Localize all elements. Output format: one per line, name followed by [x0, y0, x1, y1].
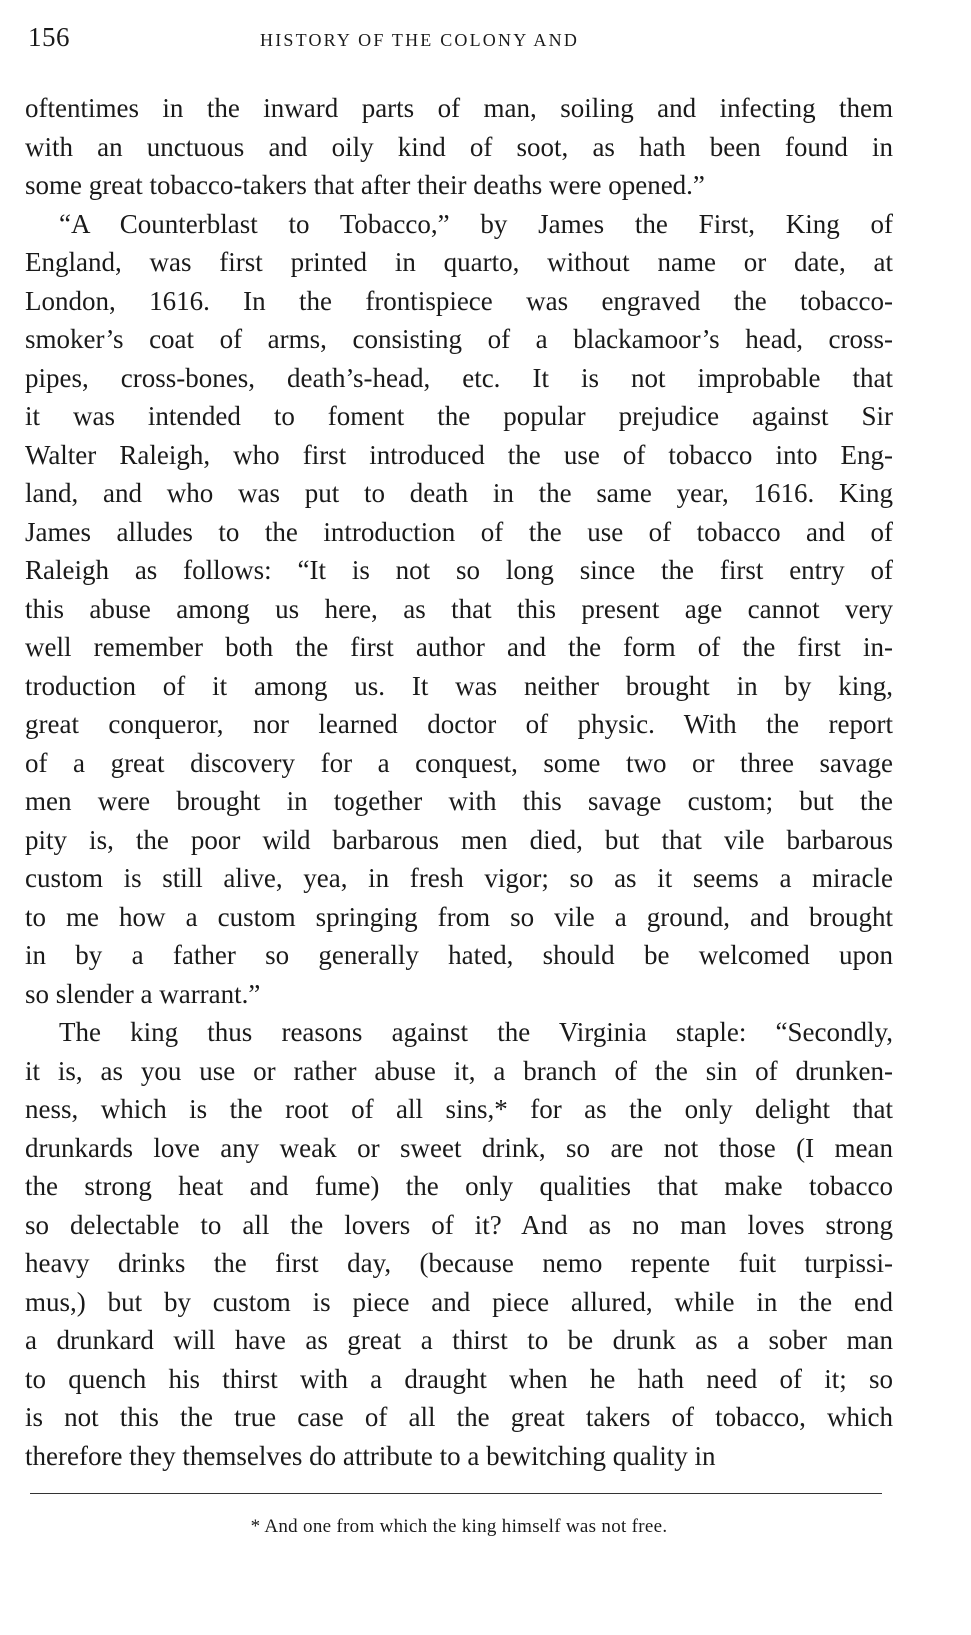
text-line: oftentimes in the inward parts of man, soiling and infecting them: [25, 93, 893, 123]
book-page: [25, 0, 893, 1635]
text-line: England, was first printed in quarto, without name or date, at: [25, 247, 893, 277]
text-line: smoker’s coat of arms, consisting of a blackamoor’s head, cross-: [25, 324, 893, 354]
footnote-rule: [30, 1493, 882, 1494]
text-line: to me how a custom springing from so vile a ground, and brought: [25, 901, 893, 932]
text-line: custom is still alive, yea, in fresh vigor; so as it seems a miracle: [25, 863, 893, 893]
text-line: therefore they themselves do attribute to a bewitching quality in: [25, 1440, 716, 1471]
text-line: this abuse among us here, as that this present age cannot very: [25, 593, 893, 624]
text-line: in by a father so generally hated, should be welcomed upon: [25, 940, 893, 970]
text-line: men were brought in together with this savage custom; but the: [25, 786, 893, 816]
text-line: pity is, the poor wild barbarous men died, but that vile barbarous: [25, 824, 893, 855]
text-line: Raleigh as follows: “It is not so long since the first entry of: [25, 555, 893, 585]
footnote: * And one from which the king himself was not free.: [250, 1516, 668, 1537]
text-line: so delectable to all the lovers of it? And as no man loves strong: [25, 1209, 893, 1240]
text-line: “A Counterblast to Tobacco,” by James the First, King of: [59, 208, 893, 239]
text-line: of a great discovery for a conquest, some two or three savage: [25, 747, 893, 778]
text-line: The king thus reasons against the Virginia staple: “Secondly,: [59, 1017, 893, 1047]
text-line: mus,) but by custom is piece and piece allured, while in the end: [25, 1286, 893, 1317]
text-line: heavy drinks the first day, (because nemo repente fuit turpissi-: [25, 1248, 893, 1278]
text-line: it was intended to foment the popular prejudice against Sir: [25, 401, 893, 431]
text-line: is not this the true case of all the great takers of tobacco, which: [25, 1402, 893, 1432]
text-line: London, 1616. In the frontispiece was engraved the tobacco-: [25, 285, 893, 316]
text-line: a drunkard will have as great a thirst to be drunk as a sober man: [25, 1325, 893, 1355]
text-line: with an unctuous and oily kind of soot, as hath been found in: [25, 131, 893, 162]
text-line: well remember both the first author and the form of the first in-: [25, 632, 893, 662]
text-line: some great tobacco-takers that after their deaths were opened.”: [25, 170, 705, 200]
paragraph: [25, 205, 893, 1014]
text-line: ness, which is the root of all sins,* for as the only delight that: [25, 1094, 893, 1124]
body-text: [25, 89, 893, 1475]
page-number: 156: [28, 22, 70, 52]
paragraph: [25, 1013, 893, 1475]
text-line: to quench his thirst with a draught when he hath need of it; so: [25, 1363, 893, 1394]
text-line: it is, as you use or rather abuse it, a branch of the sin of drunken-: [25, 1055, 893, 1086]
paragraph: [25, 89, 893, 205]
page-header: [25, 22, 893, 58]
text-line: great conqueror, nor learned doctor of physic. With the report: [25, 709, 893, 739]
text-line: drunkards love any weak or sweet drink, so are not those (I mean: [25, 1132, 893, 1163]
text-line: James alludes to the introduction of the use of tobacco and of: [25, 516, 893, 547]
text-line: so slender a warrant.”: [25, 978, 261, 1009]
running-head: HISTORY OF THE COLONY AND: [260, 30, 580, 50]
text-line: Walter Raleigh, who first introduced the use of tobacco into Eng-: [25, 439, 893, 470]
text-line: land, and who was put to death in the same year, 1616. King: [25, 478, 893, 508]
text-line: the strong heat and fume) the only qualities that make tobacco: [25, 1171, 893, 1201]
text-line: pipes, cross-bones, death’s-head, etc. It is not improbable that: [25, 362, 893, 393]
text-line: troduction of it among us. It was neither brought in by king,: [25, 670, 893, 701]
